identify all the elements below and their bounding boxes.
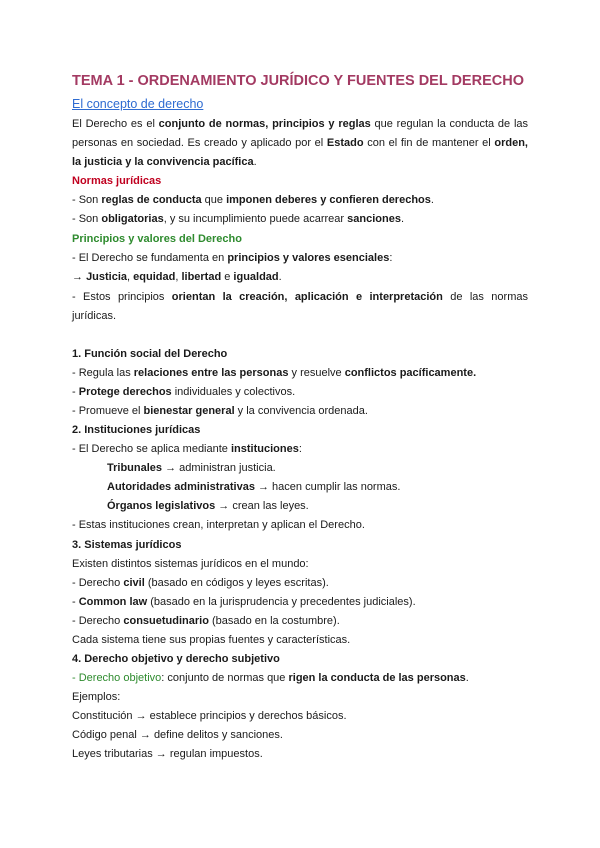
section-2-item-1: Tribunales → administran justicia. — [107, 462, 276, 474]
principios-line-4: jurídicas. — [72, 310, 117, 322]
concepto-line-3: la justicia y la convivencia pacífica. — [72, 156, 257, 168]
section-3-line-5: Cada sistema tiene sus propias fuentes y características. — [72, 634, 351, 646]
normas-heading: Normas jurídicas — [72, 175, 162, 187]
principios-heading: Principios y valores del Derecho — [72, 233, 242, 245]
section-4-heading: 4. Derecho objetivo y derecho subjetivo — [72, 653, 280, 665]
section-1-line-1: - Regula las relaciones entre las personas y resuelve conflictos pacíficamente. — [72, 367, 477, 379]
section-3-line-4: - Derecho consuetudinario (basado en la costumbre). — [72, 615, 340, 627]
principios-line-1: - El Derecho se fundamenta en principios y valores esenciales: — [72, 252, 393, 264]
section-2-line-1: - El Derecho se aplica mediante instituciones: — [72, 443, 302, 455]
section-4-line-5: Leyes tributarias → regulan impuestos. — [72, 748, 263, 760]
section-1-heading: 1. Función social del Derecho — [72, 348, 228, 360]
section-2-item-3: Órganos legislativos → crean las leyes. — [107, 500, 309, 512]
concepto-heading: El concepto de derecho — [72, 97, 204, 111]
normas-line-1: - Son reglas de conducta que imponen deberes y confieren derechos. — [72, 194, 434, 206]
section-4-line-1: - Derecho objetivo: conjunto de normas que rigen la conducta de las personas. — [72, 672, 469, 684]
section-3-line-3: - Common law (basado en la jurisprudencia y precedentes judiciales). — [72, 596, 416, 608]
section-4-line-2: Ejemplos: — [72, 691, 121, 703]
section-2-line-2: - Estas instituciones crean, interpretan y aplican el Derecho. — [72, 519, 365, 531]
section-4-line-3: Constitución → establece principios y derechos básicos. — [72, 710, 347, 722]
section-3-heading: 3. Sistemas jurídicos — [72, 539, 182, 551]
section-1-line-3: - Promueve el bienestar general y la convivencia ordenada. — [72, 405, 368, 417]
section-4-line-4: Código penal → define delitos y sanciones. — [72, 729, 283, 741]
section-3-line-1: Existen distintos sistemas jurídicos en el mundo: — [72, 558, 309, 570]
section-1-line-2: - Protege derechos individuales y colectivos. — [72, 386, 296, 398]
concepto-line-2: personas en sociedad. Es creado y aplicado por el Estado con el fin de mantener el orden, — [72, 137, 528, 149]
section-2-item-2: Autoridades administrativas → hacen cumplir las normas. — [107, 481, 401, 493]
concepto-line-1: El Derecho es el conjunto de normas, principios y reglas que regulan la conducta de las — [72, 118, 529, 130]
section-2-heading: 2. Instituciones jurídicas — [72, 424, 201, 436]
normas-line-2: - Son obligatorias, y su incumplimiento puede acarrear sanciones. — [72, 213, 405, 225]
principios-line-2: → Justicia, equidad, libertad e igualdad. — [72, 271, 282, 283]
principios-line-3: - Estos principios orientan la creación, aplicación e interpretación de las normas — [72, 291, 528, 303]
document-title: TEMA 1 - ORDENAMIENTO JURÍDICO Y FUENTES DEL DERECHO — [72, 73, 524, 89]
section-3-line-2: - Derecho civil (basado en códigos y leyes escritas). — [72, 577, 329, 589]
